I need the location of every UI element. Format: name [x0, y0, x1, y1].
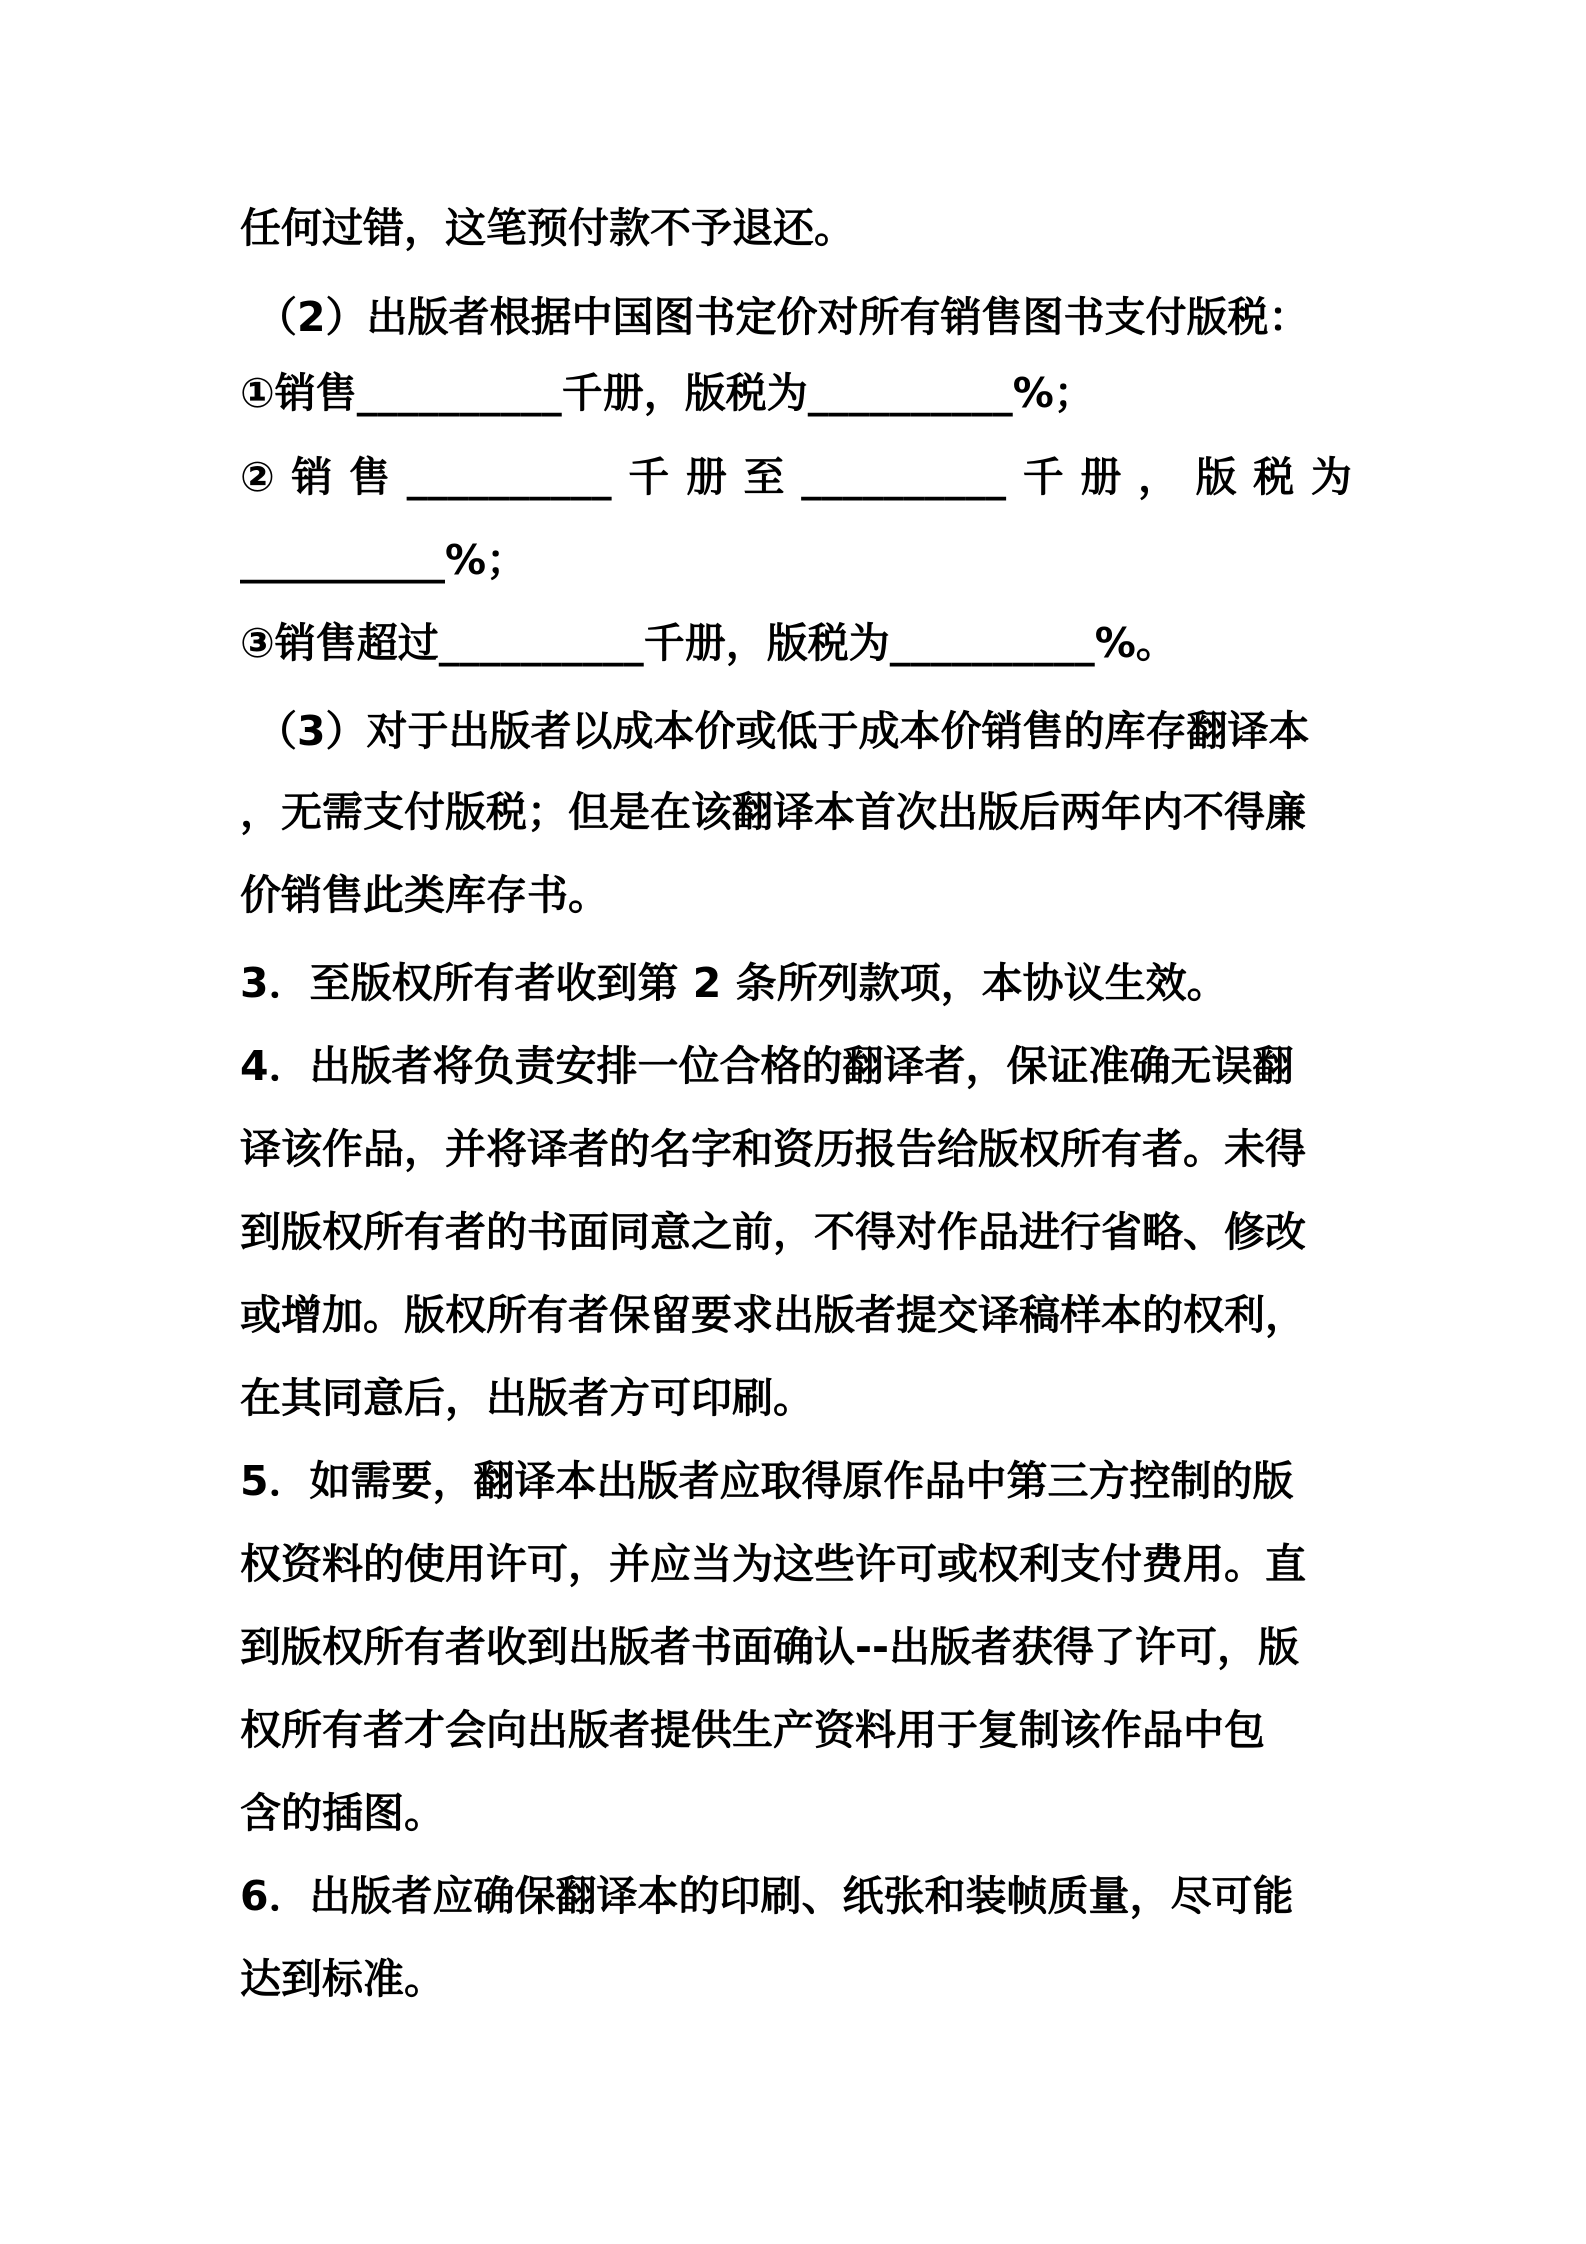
text-line-article-5-3: 到版权所有者收到出版者书面确认--出版者获得了许可，版	[240, 1623, 1300, 1671]
text-fragment: 销	[291, 453, 333, 501]
blank-field: __________	[406, 453, 612, 501]
text-line-article-4-1: 4．出版者将负责安排一位合格的翻译者，保证准确无误翻	[240, 1042, 1294, 1090]
text-fragment: 税	[1253, 453, 1295, 501]
text-fragment: 至	[743, 453, 785, 501]
text-line-article-5-5: 含的插图。	[240, 1789, 445, 1837]
text-line-article-5-4: 权所有者才会向出版者提供生产资料用于复制该作品中包	[240, 1706, 1265, 1754]
text-line-royalty-tier-1: ①销售__________千册，版税为__________%；	[240, 369, 1095, 417]
text-line-article-5-2: 权资料的使用许可，并应当为这些许可或权利支付费用。直	[240, 1540, 1306, 1588]
text-fragment: 版	[1195, 453, 1237, 501]
text-line-article-4-2: 译该作品，并将译者的名字和资历报告给版权所有者。未得	[240, 1125, 1306, 1173]
text-line-article-3: 3．至版权所有者收到第 2 条所列款项，本协议生效。	[240, 959, 1228, 1007]
text-fragment: 售	[348, 453, 390, 501]
text-fragment: ，	[1137, 453, 1179, 501]
text-line-article-4-3: 到版权所有者的书面同意之前，不得对作品进行省略、修改	[240, 1208, 1306, 1256]
text-fragment: 册	[685, 453, 727, 501]
text-line-article-6-1: 6．出版者应确保翻译本的印刷、纸张和装帧质量，尽可能	[240, 1872, 1294, 1920]
text-fragment: 千	[628, 453, 670, 501]
text-line-royalty-tier-3: ③销售超过__________千册，版税为__________%。	[240, 619, 1177, 667]
text-fragment: ②	[240, 453, 275, 501]
text-fragment: 为	[1310, 453, 1352, 501]
text-line-royalty-tier-2-cont: __________%；	[240, 536, 528, 584]
text-line-royalty-intro: （2）出版者根据中国图书定价对所有销售图书支付版税：	[256, 293, 1310, 341]
blank-field: __________	[801, 453, 1007, 501]
text-fragment: 千	[1022, 453, 1064, 501]
text-fragment: 册	[1080, 453, 1122, 501]
text-line-article-4-5: 在其同意后，出版者方可印刷。	[240, 1374, 814, 1422]
text-line-clause-3-3: 价销售此类库存书。	[240, 871, 609, 919]
text-line-clause-3-2: ，无需支付版税；但是在该翻译本首次出版后两年内不得廉	[240, 788, 1306, 836]
text-line-clause-3-1: （3）对于出版者以成本价或低于成本价销售的库存翻译本	[256, 707, 1310, 755]
text-line-article-4-4: 或增加。版权所有者保留要求出版者提交译稿样本的权利，	[240, 1291, 1306, 1339]
text-line-royalty-tier-2	[240, 447, 1352, 507]
text-line-1: 任何过错，这笔预付款不予退还。	[240, 204, 855, 252]
text-line-article-6-2: 达到标准。	[240, 1955, 445, 2003]
text-line-article-5-1: 5．如需要，翻译本出版者应取得原作品中第三方控制的版	[240, 1457, 1294, 1505]
